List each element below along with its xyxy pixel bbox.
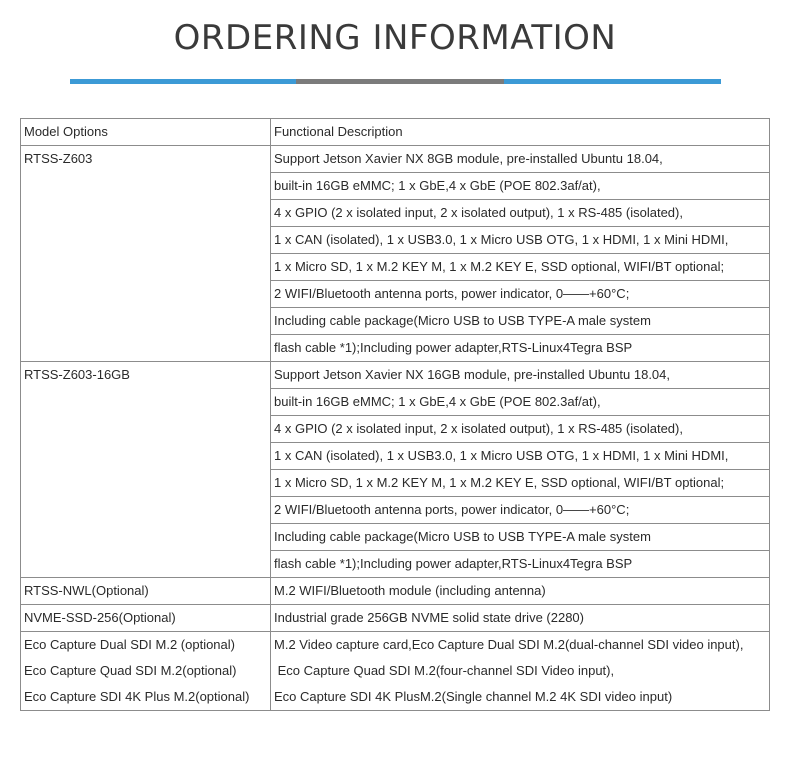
description-line: built-in 16GB eMMC; 1 x GbE,4 x GbE (POE 802.3af/at), <box>271 389 769 416</box>
description-line: M.2 Video capture card,Eco Capture Dual SDI M.2(dual-channel SDI video input), <box>271 632 770 659</box>
header-model-options: Model Options <box>21 119 271 146</box>
model-name: RTSS-NWL(Optional) <box>21 578 271 605</box>
table-row <box>21 578 770 605</box>
description-line: flash cable *1);Including power adapter,RTS-Linux4Tegra BSP <box>274 556 633 571</box>
description-line: 4 x GPIO (2 x isolated input, 2 x isolated output), 1 x RS-485 (isolated), <box>271 200 769 227</box>
underline-left-segment <box>70 79 296 84</box>
header-functional-description: Functional Description <box>271 119 770 146</box>
description-line: flash cable *1);Including power adapter,RTS-Linux4Tegra BSP <box>274 340 633 355</box>
description-cell <box>271 146 770 362</box>
model-name: Eco Capture Quad SDI M.2(optional) <box>21 658 271 684</box>
model-cell <box>21 362 271 578</box>
table-row <box>21 605 770 632</box>
ordering-table <box>20 118 770 711</box>
description-line: 2 WIFI/Bluetooth antenna ports, power indicator, 0——+60°C; <box>271 281 769 308</box>
table-row <box>21 684 770 711</box>
model-name: RTSS-Z603 <box>24 151 93 166</box>
description-line: Including cable package(Micro USB to USB TYPE-A male system <box>271 308 769 335</box>
description-line: Eco Capture Quad SDI M.2(four-channel SDI Video input), <box>271 658 770 684</box>
table-row <box>21 632 770 659</box>
description-line: 1 x CAN (isolated), 1 x USB3.0, 1 x Micro USB OTG, 1 x HDMI, 1 x Mini HDMI, <box>271 443 769 470</box>
table-row <box>21 362 770 578</box>
description-line: Support Jetson Xavier NX 16GB module, pre-installed Ubuntu 18.04, <box>271 362 769 389</box>
table-row <box>21 146 770 362</box>
model-name: RTSS-Z603-16GB <box>24 367 130 382</box>
description-line: M.2 WIFI/Bluetooth module (including antenna) <box>271 578 770 605</box>
table-header-row <box>21 119 770 146</box>
description-line: 1 x Micro SD, 1 x M.2 KEY M, 1 x M.2 KEY E, SSD optional, WIFI/BT optional; <box>271 470 769 497</box>
model-name: Eco Capture Dual SDI M.2 (optional) <box>21 632 271 659</box>
underline-right-segment <box>504 79 721 84</box>
model-name: Eco Capture SDI 4K Plus M.2(optional) <box>21 684 271 711</box>
description-line: 4 x GPIO (2 x isolated input, 2 x isolated output), 1 x RS-485 (isolated), <box>271 416 769 443</box>
description-line: Industrial grade 256GB NVME solid state drive (2280) <box>271 605 770 632</box>
model-name: NVME-SSD-256(Optional) <box>21 605 271 632</box>
description-line: Eco Capture SDI 4K PlusM.2(Single channel M.2 4K SDI video input) <box>271 684 770 711</box>
title-underline <box>70 79 721 84</box>
description-line: 2 WIFI/Bluetooth antenna ports, power indicator, 0——+60°C; <box>271 497 769 524</box>
underline-middle-segment <box>296 79 504 84</box>
page-title: ORDERING INFORMATION <box>173 18 617 58</box>
description-line: Including cable package(Micro USB to USB TYPE-A male system <box>271 524 769 551</box>
description-line: 1 x Micro SD, 1 x M.2 KEY M, 1 x M.2 KEY E, SSD optional, WIFI/BT optional; <box>271 254 769 281</box>
table-row <box>21 658 770 684</box>
description-cell <box>271 362 770 578</box>
description-line: Support Jetson Xavier NX 8GB module, pre-installed Ubuntu 18.04, <box>271 146 769 173</box>
description-line: built-in 16GB eMMC; 1 x GbE,4 x GbE (POE 802.3af/at), <box>271 173 769 200</box>
description-line: 1 x CAN (isolated), 1 x USB3.0, 1 x Micro USB OTG, 1 x HDMI, 1 x Mini HDMI, <box>271 227 769 254</box>
model-cell <box>21 146 271 362</box>
